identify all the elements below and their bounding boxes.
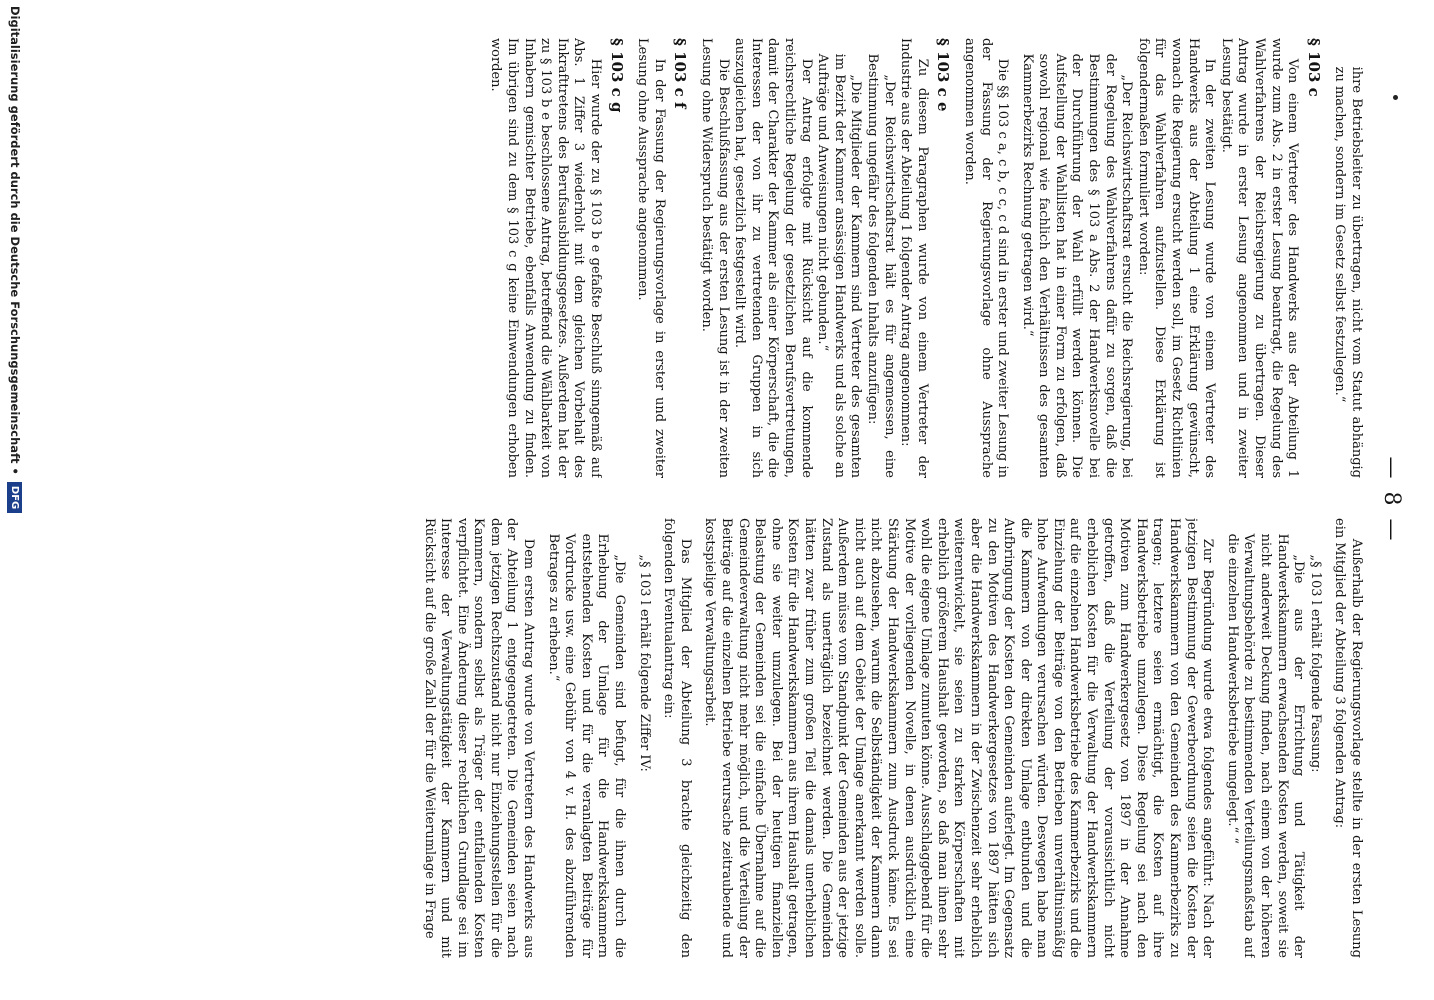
right-column [24, 518, 1364, 958]
paragraph: In der zweiten Lesung wurde von einem Vertreter des Handwerks aus der Abteilung 1 eine Erklärung gewünscht, wonach die Regierung ersucht werden soll, im Gesetz Richtlinien für das Wahlverfahren aufzustellen. Diese Erklärung ist folgendermaßen formuliert worden: [1135, 38, 1218, 478]
quote-paragraph: „§ 103 l erhält folgende Fassung: [1307, 554, 1323, 773]
left-column [24, 38, 1364, 478]
paragraph: ihre Betriebsleiter zu übertragen, nicht vom Statut abhängig zu machen, sondern im Gesetz selbst festzulegen.“ [1332, 66, 1364, 478]
paragraph: Dem ersten Antrag wurde von Vertretern des Handwerks aus der Abteilung 1 entgegengetreten. Die Gemeinden seien nach dem jetzigen Rechtszustand nicht nur Einziehungsstellen für die Kammern, sondern selbst als Träger der entfallenden Kosten verpflichtet. Eine Änderung dieser rechtlichen Grundlage sei im Interesse der Verwaltungstätigkeit der Kammern und mit Rücksicht auf die große Zahl der für die Weiterumlage in Frage [421, 518, 537, 958]
paragraph: Die §§ 103 c a, c b, c c, c d sind in erster und zweiter Lesung in der Fassung der Regierungsvorlage ohne Aussprache angenommen worden. [961, 38, 1011, 478]
footer-text: Digitalisierung gefördert durch die Deutsche Forschungsgemeinschaft • [8, 6, 22, 475]
quote-paragraph: „§ 103 l erhält folgende Ziffer IV: [636, 554, 652, 772]
paragraph: In der Fassung der Regierungsvorlage in erster und zweiter Lesung ohne Aussprache angenommen. [635, 38, 667, 478]
page-number: — 8 — [1379, 456, 1404, 544]
quote-paragraph: „Die Gemeinden sind befugt, für die ihnen durch die Erhebung der Umlage für die Handwerkskammern entstehenden Kosten und für die veranlagten Beiträge für Vordrucke usw. eine Gebühr von 4 v. H. des abzuführenden Betrages zu erheben.“ [545, 533, 628, 958]
section-heading: § 103 c f [671, 38, 690, 109]
section-heading: § 103 c [1304, 38, 1323, 97]
paragraph: Außerhalb der Regierungsvorlage stellte in der ersten Lesung ein Mitglied der Abteilung 3 folgenden Antrag: [1332, 518, 1364, 958]
paragraph: Zur Begründung wurde etwa folgendes angeführt: Nach der jetzigen Bestimmung der Gewerbeordnung seien die Kosten der Handwerkskammern von den Gemeinden des Kammerbezirks zu tragen; letztere seien ermächtigt, die Kosten auf ihre Handwerksbetriebe umzulegen. Diese Regelung sei nach den Motiven zum Handwerkergesetz von 1897 in der Annahme getroffen, daß die Verteilung der voraussichtlich nicht erheblichen Kosten für die Verwaltung der Handwerkskammern auf die einzelnen Handwerksbetriebe des Kammerbezirks und die Einziehung der Beiträge von den Betrieben unverhältnismäßig hohe Aufwendungen verursachen würden. Deswegen habe man die Kammern von der direkten Umlage entbunden und die Aufbringung der Kosten den Gemeinden auferlegt. Im Gegensatz zu den Motiven des Handwerkergesetzes von 1897 hätten sich aber die Handwerkskammern in der Zwischenzeit sehr erheblich weiterentwickelt, sie seien zu starken Körperschaften mit erheblich größerem Haushalt geworden, so daß man ihnen sehr wohl die eigene Umlage zumuten könne. Ausschlaggebend für die Motive der vorliegenden Novelle, in denen ausdrücklich eine Stärkung der Handwerkskammern zum Ausdruck käme. Es sei nicht abzusehen, warum die Selbständigkeit der Kammern dann nicht auch auf dem Gebiet der Umlage anerkannt werden solle. Außerdem müsse vom Standpunkt der Gemeinden aus der jetzige Zustand als unerträglich bezeichnet werden. Die Gemeinden hätten zwar früher zum großen Teil die damals unerheblichen Kosten für die Handwerkskammern aus ihrem Haushalt getragen, ohne sie weiter umzulegen. Bei der heutigen finanziellen Belastung der Gemeinden sei die einfache Übernahme auf die Gemeindeverwaltung nicht mehr möglich, und die Verteilung der Beiträge auf die einzelnen Betriebe verursache zeitraubende und kostspielige Verwaltungsarbeit. [702, 518, 1216, 958]
quote-paragraph: „Der Reichswirtschaftsrat ersucht die Reichsregierung, bei der Regelung des Wahlverfahrens dafür zu sorgen, daß die Bestimmungen des § 103 a Abs. 2 der Handwerksnovelle bei der Durchführung der Wahl erfüllt werden können. Die Aufstellung der Wahllisten hat in einer Form zu erfolgen, daß sowohl regional wie fachlich den Verhältnissen des gesamten Kammerbezirks Rechnung getragen wird.“ [1019, 53, 1135, 478]
section-heading: § 103 c g [607, 38, 626, 113]
section-heading: § 103 c e [934, 38, 953, 112]
paragraph: Der Antrag erfolgte mit Rücksicht auf die kommende reichsrechtliche Regelung der gesetzlichen Berufsvertretungen, damit der Charakter der Kammer als einer Körperschaft, die die Interessen der von ihr zu vertretenden Gruppen in sich auszugleichen hat, gesetzlich festgestellt wird. [732, 38, 814, 478]
paragraph: Hier wurde der zu § 103 b e gefaßte Beschluß sinngemäß auf Abs. 1 Ziffer 3 wiederholt mit dem gleichen Vorbehalt des Inkrafttretens des Berufsausbildungsgesetzes. Außerdem hat der zu § 103 b e beschlossene Antrag, betreffend die Wählbarkeit von Inhabern gemischter Betriebe, ebenfalls Anwendung zu finden. Im übrigen sind zu dem § 103 c g keine Einwendungen erhoben worden. [488, 38, 604, 478]
paragraph: Die Beschlußfassung aus der ersten Lesung ist in der zweiten Lesung ohne Widerspruch bestätigt worden. [699, 38, 731, 478]
quote-paragraph: „Die Mitglieder der Kammern sind Vertreter des gesamten im Bezirk der Kammer ansässigen Handwerks und als solche an Aufträge und Anweisungen nicht gebunden.“ [815, 53, 864, 478]
digitization-footer [7, 6, 22, 996]
paragraph: Zu diesem Paragraphen wurde von einem Vertreter der Industrie aus der Abteilung 1 folgender Antrag angenommen: [898, 38, 930, 478]
paragraph: Das Mitglied der Abteilung 3 brachte gleichzeitig den folgenden Eventualantrag ein: [661, 518, 693, 958]
paragraph: Von einem Vertreter des Handwerks aus der Abteilung 1 wurde zum Abs. 2 in erster Lesung beantragt, die Regelung des Wahlverfahrens der Reichsregierung zu übertragen. Dieser Antrag wurde in erster Lesung angenommen und in zweiter Lesung bestätigt. [1218, 38, 1301, 478]
quote-paragraph: „Die aus der Errichtung und Tätigkeit der Handwerkskammern erwachsenden Kosten werden, soweit sie nicht anderweit Deckung finden, nach einem von der höheren Verwaltungsbehörde zu bestimmenden Verteilungsmaßstab auf die einzelnen Handwerksbetriebe umgelegt.“ “ [1224, 533, 1307, 958]
dfg-logo: DFG [7, 482, 22, 513]
quote-paragraph: „Der Reichswirtschaftsrat hält es für angemessen, eine Bestimmung ungefähr des folgenden Inhalts anzufügen: [864, 53, 897, 478]
